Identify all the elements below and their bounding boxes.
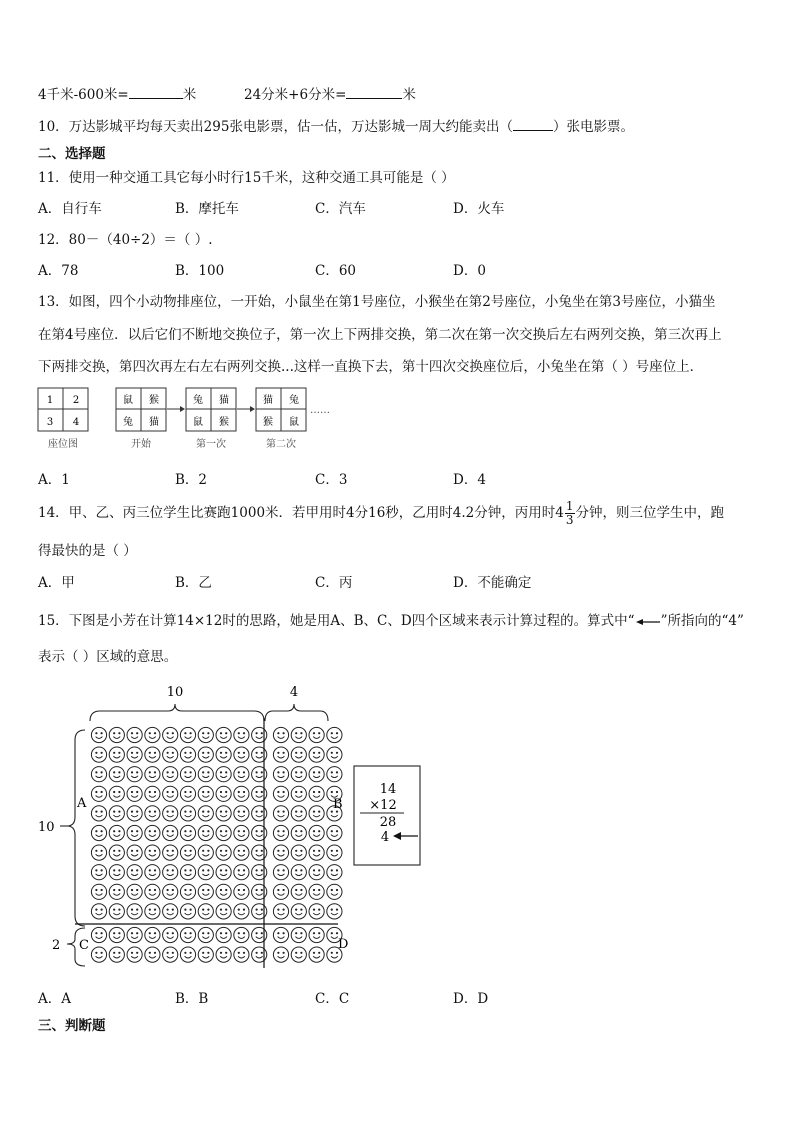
- smiley-face-icon: [198, 825, 213, 840]
- smiley-face-icon: [198, 747, 213, 762]
- fraction-numerator: 1: [565, 499, 574, 513]
- option-c[interactable]: C．C: [315, 991, 350, 1007]
- smiley-face-icon: [163, 845, 178, 860]
- left-brace-10: [67, 730, 85, 926]
- option-b[interactable]: B．2: [175, 472, 208, 488]
- smiley-face-icon: [180, 786, 195, 801]
- smiley-face-icon: [216, 927, 231, 942]
- smiley-face-icon: [234, 884, 249, 899]
- smiley-face-icon: [127, 865, 142, 880]
- smiley-face-icon: [327, 884, 342, 899]
- question-13-line-1: 13．如图，四个小动物排座位，一开始，小鼠坐在第1号座位，小猴坐在第2号座位，小兔坐在第3号座位，小猫坐: [38, 294, 716, 310]
- smiley-face-icon: [163, 747, 178, 762]
- smiley-face-icon: [198, 727, 213, 742]
- label-side-10: 10: [38, 820, 55, 835]
- question-14-line-2: 得最快的是（ ）: [38, 543, 137, 559]
- smiley-face-icon: [91, 747, 106, 762]
- smiley-face-icon: [180, 865, 195, 880]
- smiley-face-icon: [273, 806, 288, 821]
- smiley-face-icon: [109, 825, 124, 840]
- top-right-brace: [265, 704, 328, 721]
- region-a-label: A: [77, 796, 87, 811]
- smiley-face-icon: [145, 845, 160, 860]
- smiley-face-icon: [91, 904, 106, 919]
- second-caption: 第二次: [266, 439, 296, 450]
- smiley-face-icon: [327, 767, 342, 782]
- smiley-face-icon: [180, 927, 195, 942]
- smiley-face-icon: [216, 767, 231, 782]
- smiley-face-icon: [327, 727, 342, 742]
- option-a[interactable]: A．1: [38, 472, 70, 488]
- option-c[interactable]: C．60: [315, 263, 357, 279]
- smiley-face-icon: [291, 727, 306, 742]
- smiley-face-icon: [91, 786, 106, 801]
- smiley-face-icon: [309, 767, 324, 782]
- start-cell: 兔: [123, 417, 133, 428]
- smiley-face-icon: [109, 727, 124, 742]
- answer-blank[interactable]: [346, 85, 402, 99]
- region-b-label: B: [333, 797, 343, 812]
- smiley-face-icon: [198, 767, 213, 782]
- option-d[interactable]: D．不能确定: [453, 575, 532, 591]
- section-heading: 二、选择题: [38, 146, 106, 162]
- smiley-face-icon: [180, 825, 195, 840]
- smiley-face-icon: [109, 806, 124, 821]
- smiley-face-icon: [216, 806, 231, 821]
- second-cell: 猴: [263, 417, 273, 428]
- question-12-text: 12．80－（40÷2）＝（ ）.: [38, 232, 213, 248]
- second-cell: 兔: [289, 395, 299, 406]
- seat-cell: 2: [72, 395, 80, 406]
- seat-caption: 座位图: [48, 439, 78, 450]
- smiley-face-icon: [234, 806, 249, 821]
- fraction-one-third: [565, 500, 575, 527]
- smiley-face-icon: [273, 904, 288, 919]
- smiley-face-icon: [291, 806, 306, 821]
- start-cell: 猴: [149, 395, 159, 406]
- calc-line-4: 4: [380, 830, 390, 845]
- option-d[interactable]: D．4: [453, 472, 486, 488]
- smiley-face-icon: [309, 845, 324, 860]
- smiley-face-icon: [163, 865, 178, 880]
- smiley-face-icon: [309, 904, 324, 919]
- smiley-face-icon: [234, 727, 249, 742]
- calc-line-14: 14: [379, 782, 397, 797]
- smiley-face-icon: [145, 727, 160, 742]
- smiley-face-icon: [327, 845, 342, 860]
- smiley-area-diagram: [30, 680, 430, 975]
- smiley-face-icon: [216, 786, 231, 801]
- smiley-face-icon: [327, 904, 342, 919]
- smiley-face-icon: [273, 747, 288, 762]
- smiley-face-icon: [273, 767, 288, 782]
- smiley-face-icon: [127, 884, 142, 899]
- smiley-face-icon: [109, 884, 124, 899]
- smiley-face-icon: [216, 727, 231, 742]
- region-c-label: C: [79, 938, 89, 953]
- smiley-face-icon: [109, 904, 124, 919]
- smiley-face-icon: [273, 845, 288, 860]
- smiley-face-icon: [127, 747, 142, 762]
- start-caption: 开始: [131, 439, 151, 450]
- smiley-face-icon: [91, 825, 106, 840]
- answer-blank[interactable]: [129, 85, 183, 99]
- smiley-face-icon: [291, 767, 306, 782]
- smiley-grid: [91, 727, 342, 962]
- smiley-face-icon: [127, 786, 142, 801]
- smiley-face-icon: [327, 747, 342, 762]
- smiley-face-icon: [91, 865, 106, 880]
- seat-cell: 1: [46, 395, 54, 406]
- seat-cell: 4: [72, 417, 80, 428]
- smiley-face-icon: [273, 927, 288, 942]
- unit-m: 米: [182, 87, 197, 103]
- smiley-face-icon: [273, 865, 288, 880]
- question-15-line-1: [38, 609, 744, 629]
- fill-in-line-1: [38, 83, 196, 103]
- smiley-face-icon: [327, 865, 342, 880]
- smiley-face-icon: [163, 806, 178, 821]
- smiley-face-icon: [145, 825, 160, 840]
- smiley-face-icon: [180, 727, 195, 742]
- unit-m: 米: [402, 87, 416, 103]
- smiley-face-icon: [291, 947, 306, 962]
- smiley-face-icon: [291, 904, 306, 919]
- smiley-face-icon: [291, 927, 306, 942]
- first-cell: 兔: [193, 395, 203, 406]
- smiley-face-icon: [216, 825, 231, 840]
- smiley-face-icon: [234, 786, 249, 801]
- question-13-line-3: 下两排交换，第四次再左右左右两列交换...这样一直换下去，第十四次交换座位后，小兔坐在第（ ）号座位上．: [38, 359, 704, 375]
- smiley-face-icon: [145, 747, 160, 762]
- option-b[interactable]: B．B: [175, 991, 209, 1007]
- option-b[interactable]: B．乙: [175, 575, 212, 591]
- start-cell: 鼠: [123, 395, 133, 406]
- first-cell: 猫: [219, 395, 229, 406]
- smiley-face-icon: [127, 904, 142, 919]
- smiley-face-icon: [145, 767, 160, 782]
- option-a[interactable]: A．自行车: [38, 201, 102, 217]
- expr-dm: 24分米+6分米=: [244, 87, 347, 103]
- answer-blank[interactable]: [513, 117, 553, 131]
- smiley-face-icon: [309, 884, 324, 899]
- smiley-face-icon: [216, 884, 231, 899]
- smiley-face-icon: [216, 904, 231, 919]
- smiley-face-icon: [309, 806, 324, 821]
- smiley-face-icon: [145, 904, 160, 919]
- question-14-text-b: 分钟，则三位学生中，跑: [575, 505, 725, 521]
- option-a[interactable]: A．甲: [38, 575, 75, 591]
- smiley-face-icon: [145, 884, 160, 899]
- smiley-face-icon: [91, 947, 106, 962]
- smiley-face-icon: [109, 865, 124, 880]
- smiley-face-icon: [273, 884, 288, 899]
- smiley-face-icon: [234, 747, 249, 762]
- smiley-face-icon: [163, 825, 178, 840]
- smiley-face-icon: [180, 767, 195, 782]
- smiley-face-icon: [127, 845, 142, 860]
- expr-km: 4千米-600米=: [38, 87, 129, 103]
- option-b[interactable]: B．摩托车: [175, 201, 239, 217]
- smiley-face-icon: [273, 825, 288, 840]
- smiley-face-icon: [309, 927, 324, 942]
- label-top-10: 10: [166, 685, 184, 700]
- smiley-face-icon: [198, 904, 213, 919]
- question-14-line-1: [38, 500, 724, 527]
- option-d[interactable]: D．D: [453, 991, 489, 1007]
- smiley-face-icon: [291, 825, 306, 840]
- question-10-text: 10．万达影城平均每天卖出295张电影票，估一估，万达影城一周大约能卖出（: [38, 119, 513, 135]
- smiley-face-icon: [198, 947, 213, 962]
- option-c[interactable]: C．丙: [315, 575, 353, 591]
- first-caption: 第一次: [196, 439, 226, 450]
- region-d-label: D: [338, 937, 349, 952]
- smiley-face-icon: [91, 884, 106, 899]
- smiley-face-icon: [127, 767, 142, 782]
- question-14-text-a: 14．甲、乙、丙三位学生比赛跑1000米．若甲用时4分16秒，乙用时4.2分钟，丙用时4: [38, 505, 564, 521]
- fraction-denominator: 3: [565, 513, 574, 527]
- continuation-dots: ……: [310, 405, 330, 416]
- question-11-text: 11．使用一种交通工具它每小时行15千米，这种交通工具可能是（ ）: [38, 170, 455, 186]
- smiley-face-icon: [216, 747, 231, 762]
- arrow-head-icon: [180, 406, 185, 412]
- question-15-text-b: ”所指向的“4”: [660, 613, 744, 629]
- smiley-face-icon: [291, 845, 306, 860]
- smiley-face-icon: [291, 747, 306, 762]
- smiley-face-icon: [127, 727, 142, 742]
- question-10: [38, 115, 634, 135]
- smiley-face-icon: [145, 865, 160, 880]
- smiley-face-icon: [180, 947, 195, 962]
- smiley-face-icon: [145, 786, 160, 801]
- smiley-face-icon: [234, 845, 249, 860]
- smiley-face-icon: [109, 786, 124, 801]
- smiley-face-icon: [273, 947, 288, 962]
- question-13-line-2: 在第4号座位．以后它们不断地交换位子，第一次上下两排交换，第二次在第一次交换后左右两列交换，第三次再上: [38, 327, 722, 343]
- fill-in-line-2: [244, 83, 416, 103]
- second-cell: 猫: [263, 395, 273, 406]
- smiley-face-icon: [163, 884, 178, 899]
- smiley-face-icon: [127, 806, 142, 821]
- smiley-face-icon: [216, 865, 231, 880]
- smiley-face-icon: [291, 865, 306, 880]
- option-b[interactable]: B．100: [175, 263, 225, 279]
- smiley-face-icon: [198, 786, 213, 801]
- seat-diagram: [36, 385, 356, 455]
- smiley-face-icon: [198, 927, 213, 942]
- smiley-face-icon: [309, 786, 324, 801]
- second-cell: 鼠: [289, 417, 299, 428]
- smiley-face-icon: [273, 786, 288, 801]
- smiley-face-icon: [180, 845, 195, 860]
- option-c[interactable]: C．汽车: [315, 201, 366, 217]
- smiley-face-icon: [109, 947, 124, 962]
- smiley-face-icon: [309, 865, 324, 880]
- arrow-head-icon: [250, 406, 255, 412]
- smiley-face-icon: [180, 747, 195, 762]
- first-cell: 猴: [219, 417, 229, 428]
- smiley-face-icon: [127, 825, 142, 840]
- smiley-face-icon: [234, 865, 249, 880]
- option-d[interactable]: D．0: [453, 263, 486, 279]
- calc-line-x12: ×12: [369, 798, 397, 813]
- smiley-face-icon: [91, 927, 106, 942]
- smiley-face-icon: [291, 884, 306, 899]
- label-top-4: 4: [289, 685, 299, 700]
- smiley-face-icon: [91, 806, 106, 821]
- question-15-text-a: 15．下图是小芳在计算14×12时的思路，她是用A、B、C、D四个区域来表示计算过程的。算式中“: [38, 613, 635, 629]
- smiley-face-icon: [109, 747, 124, 762]
- start-cell: 猫: [149, 417, 159, 428]
- smiley-face-icon: [163, 767, 178, 782]
- calc-line-28: 28: [379, 815, 397, 830]
- smiley-face-icon: [163, 927, 178, 942]
- smiley-face-icon: [198, 806, 213, 821]
- smiley-face-icon: [109, 927, 124, 942]
- smiley-face-icon: [234, 947, 249, 962]
- option-d[interactable]: D．火车: [453, 201, 505, 217]
- smiley-face-icon: [180, 904, 195, 919]
- smiley-face-icon: [109, 845, 124, 860]
- smiley-face-icon: [163, 904, 178, 919]
- smiley-face-icon: [109, 767, 124, 782]
- smiley-face-icon: [163, 786, 178, 801]
- smiley-face-icon: [198, 845, 213, 860]
- smiley-face-icon: [234, 904, 249, 919]
- question-15-line-2: 表示（ ）区域的意思。: [38, 649, 178, 665]
- smiley-face-icon: [234, 767, 249, 782]
- smiley-face-icon: [145, 806, 160, 821]
- smiley-face-icon: [309, 747, 324, 762]
- question-10-tail: ）张电影票。: [552, 119, 634, 135]
- option-a[interactable]: A．A: [38, 991, 71, 1007]
- option-a[interactable]: A．78: [38, 263, 79, 279]
- first-cell: 鼠: [193, 417, 203, 428]
- smiley-face-icon: [91, 767, 106, 782]
- smiley-face-icon: [91, 845, 106, 860]
- option-c[interactable]: C．3: [315, 472, 348, 488]
- smiley-face-icon: [309, 727, 324, 742]
- seat-cell: 3: [46, 417, 54, 428]
- smiley-face-icon: [127, 947, 142, 962]
- section-heading: 三、判断题: [38, 1018, 106, 1034]
- smiley-face-icon: [198, 865, 213, 880]
- smiley-face-icon: [180, 884, 195, 899]
- top-left-brace: [90, 704, 264, 721]
- smiley-face-icon: [127, 927, 142, 942]
- smiley-face-icon: [163, 727, 178, 742]
- smiley-face-icon: [309, 947, 324, 962]
- smiley-face-icon: [163, 947, 178, 962]
- smiley-face-icon: [91, 727, 106, 742]
- smiley-face-icon: [234, 927, 249, 942]
- smiley-face-icon: [198, 884, 213, 899]
- smiley-face-icon: [309, 825, 324, 840]
- smiley-face-icon: [145, 947, 160, 962]
- smiley-face-icon: [291, 786, 306, 801]
- smiley-face-icon: [234, 825, 249, 840]
- smiley-face-icon: [216, 845, 231, 860]
- label-side-2: 2: [52, 938, 61, 953]
- smiley-face-icon: [273, 727, 288, 742]
- smiley-face-icon: [145, 927, 160, 942]
- smiley-face-icon: [180, 806, 195, 821]
- smiley-face-icon: [327, 825, 342, 840]
- smiley-face-icon: [216, 947, 231, 962]
- left-arrow-icon: [635, 617, 661, 627]
